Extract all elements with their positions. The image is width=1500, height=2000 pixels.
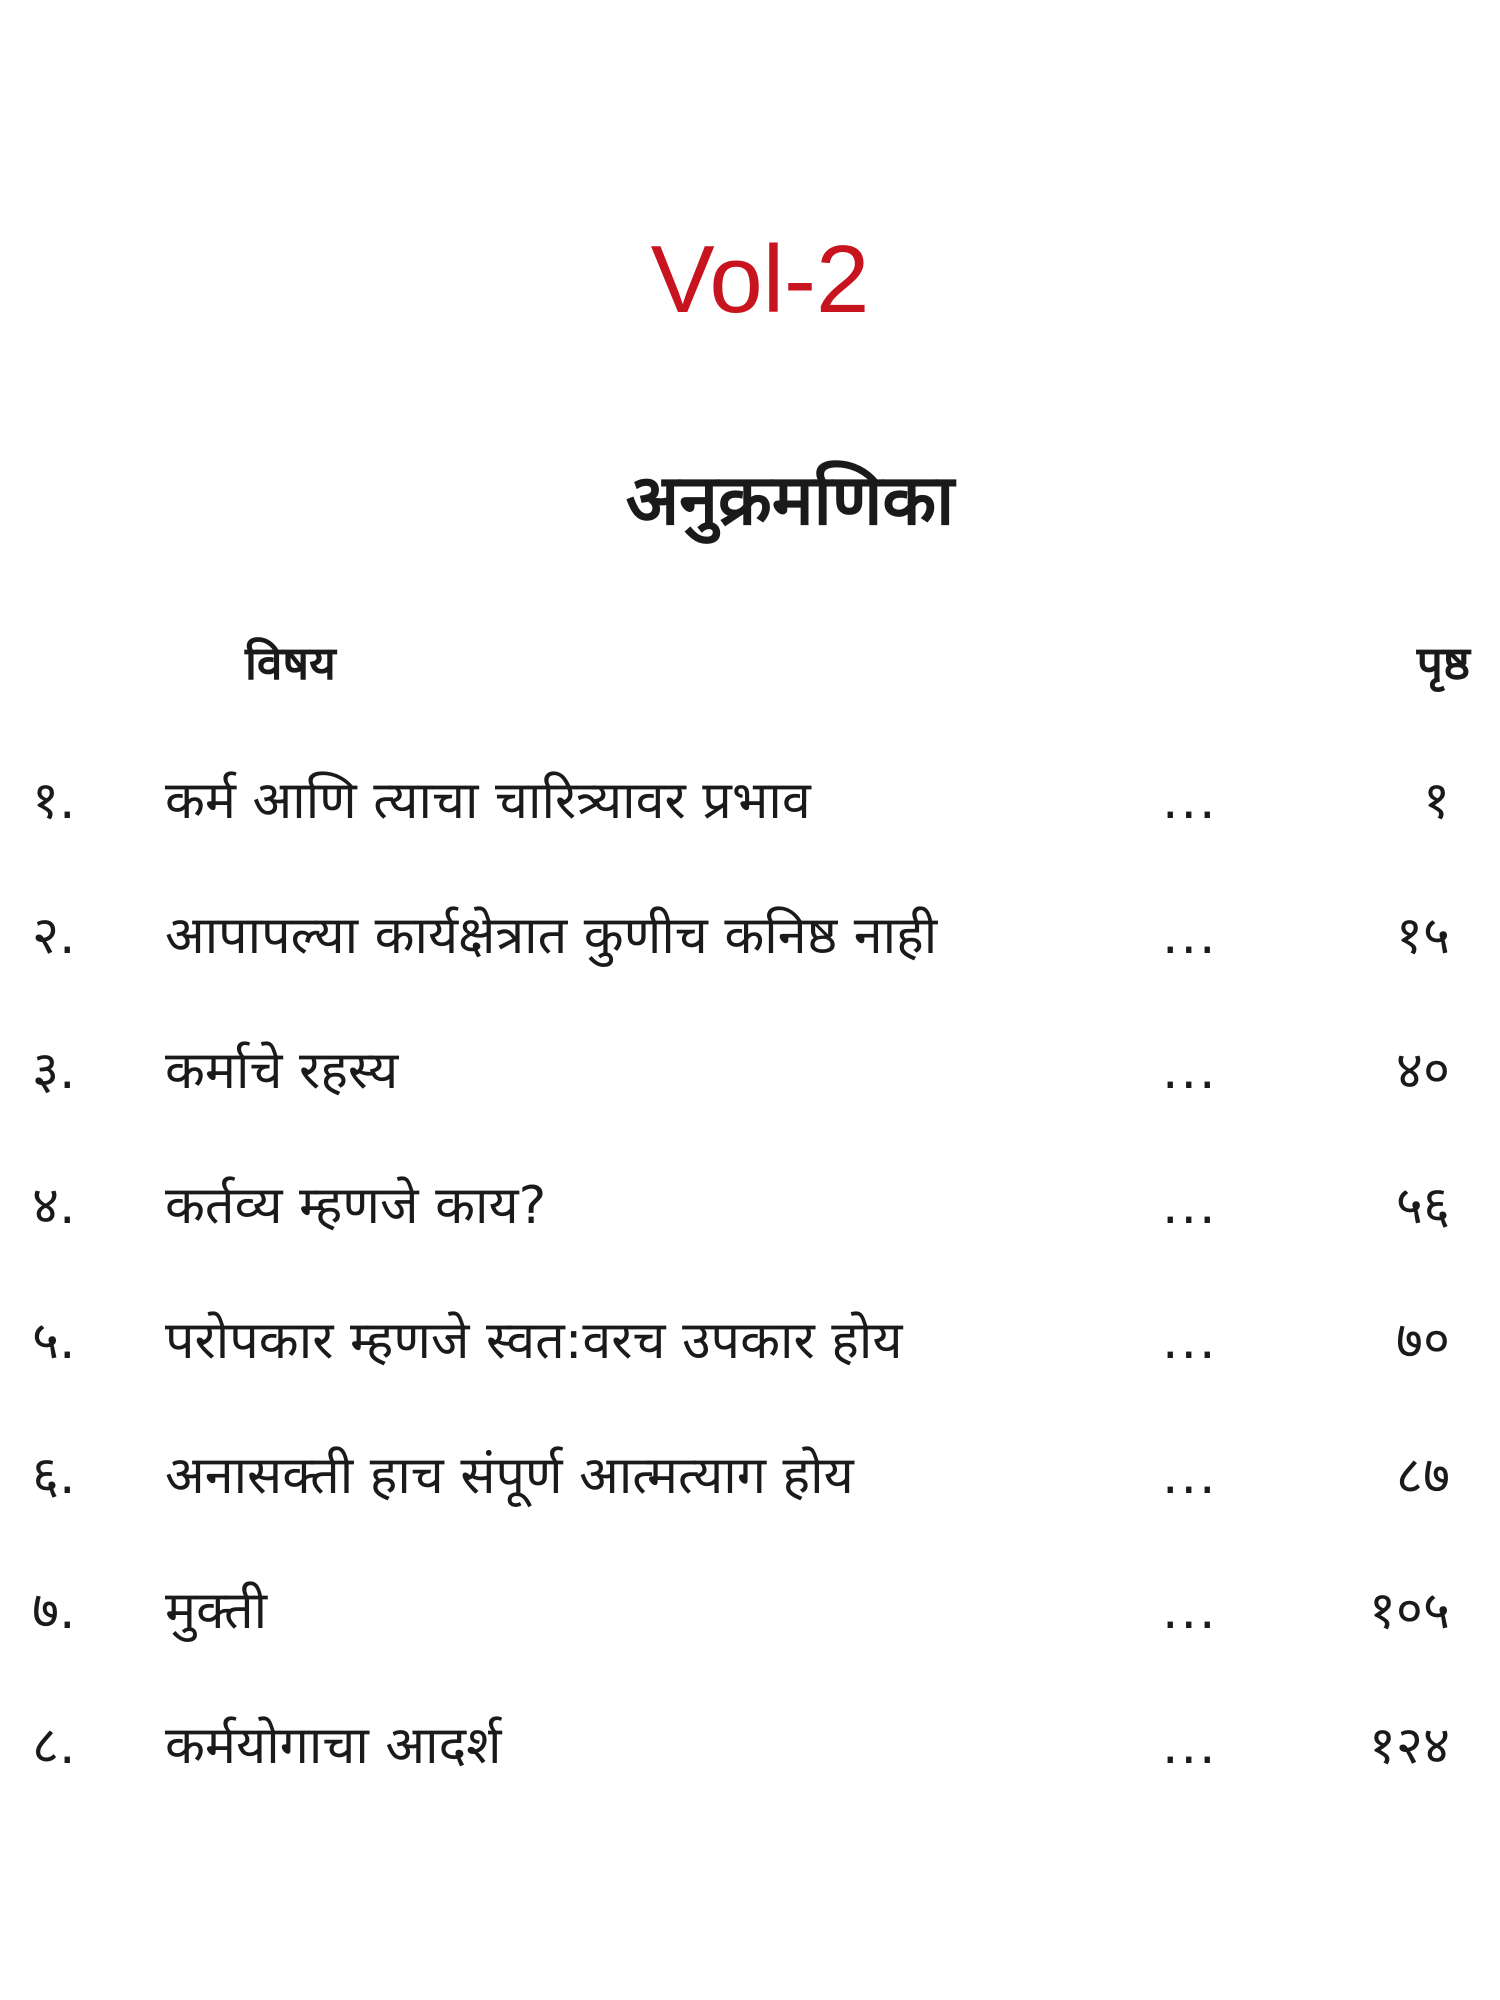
entry-number: ३. xyxy=(32,1041,76,1101)
entry-leader-dots: ... xyxy=(1162,1176,1218,1236)
entry-leader-dots: ... xyxy=(1162,906,1218,966)
entry-leader-dots: ... xyxy=(1162,1716,1218,1776)
entry-leader-dots: ... xyxy=(1162,771,1218,831)
entry-title: कर्तव्य म्हणजे काय? xyxy=(165,1176,547,1236)
entry-leader-dots: ... xyxy=(1162,1311,1218,1371)
toc-entry-2 xyxy=(0,906,1500,990)
toc-title: अनुक्रमणिका xyxy=(625,459,955,541)
toc-entry-7 xyxy=(0,1581,1500,1665)
entry-page-number: ७० xyxy=(1395,1311,1450,1371)
toc-entry-3 xyxy=(0,1041,1500,1125)
toc-entry-1 xyxy=(0,771,1500,855)
entry-title: कर्मयोगाचा आदर्श xyxy=(165,1716,502,1776)
entry-page-number: १०५ xyxy=(1368,1581,1450,1641)
entry-page-number: १२४ xyxy=(1368,1716,1450,1776)
entry-title: मुक्ती xyxy=(165,1581,268,1641)
toc-entry-5 xyxy=(0,1311,1500,1395)
entry-title: कर्म आणि त्याचा चारित्र्यावर प्रभाव xyxy=(165,771,811,831)
toc-entry-6 xyxy=(0,1446,1500,1530)
entry-title: आपापल्या कार्यक्षेत्रात कुणीच कनिष्ठ नाही xyxy=(165,906,938,966)
entry-number: ७. xyxy=(32,1581,76,1641)
entry-page-number: ५६ xyxy=(1395,1176,1450,1236)
volume-label: Vol-2 xyxy=(650,226,870,333)
entry-page-number: १ xyxy=(1422,771,1450,831)
entry-number: १. xyxy=(32,771,76,831)
entry-title: परोपकार म्हणजे स्वत:वरच उपकार होय xyxy=(165,1311,903,1371)
subject-column-header: विषय xyxy=(245,636,336,690)
toc-entry-4 xyxy=(0,1176,1500,1260)
entry-number: ६. xyxy=(32,1446,76,1506)
entry-number: ५. xyxy=(32,1311,76,1371)
entry-page-number: १५ xyxy=(1395,906,1450,966)
entry-page-number: ८७ xyxy=(1395,1446,1450,1506)
entry-leader-dots: ... xyxy=(1162,1581,1218,1641)
entry-number: २. xyxy=(32,906,76,966)
entry-leader-dots: ... xyxy=(1162,1446,1218,1506)
entry-number: ४. xyxy=(32,1176,76,1236)
entry-leader-dots: ... xyxy=(1162,1041,1218,1101)
entry-number: ८. xyxy=(32,1716,76,1776)
toc-entry-8 xyxy=(0,1716,1500,1800)
entry-title: कर्माचे रहस्य xyxy=(165,1041,399,1101)
entry-page-number: ४० xyxy=(1395,1041,1450,1101)
entry-title: अनासक्ती हाच संपूर्ण आत्मत्याग होय xyxy=(165,1446,854,1506)
page-column-header: पृष्ठ xyxy=(1416,636,1470,690)
